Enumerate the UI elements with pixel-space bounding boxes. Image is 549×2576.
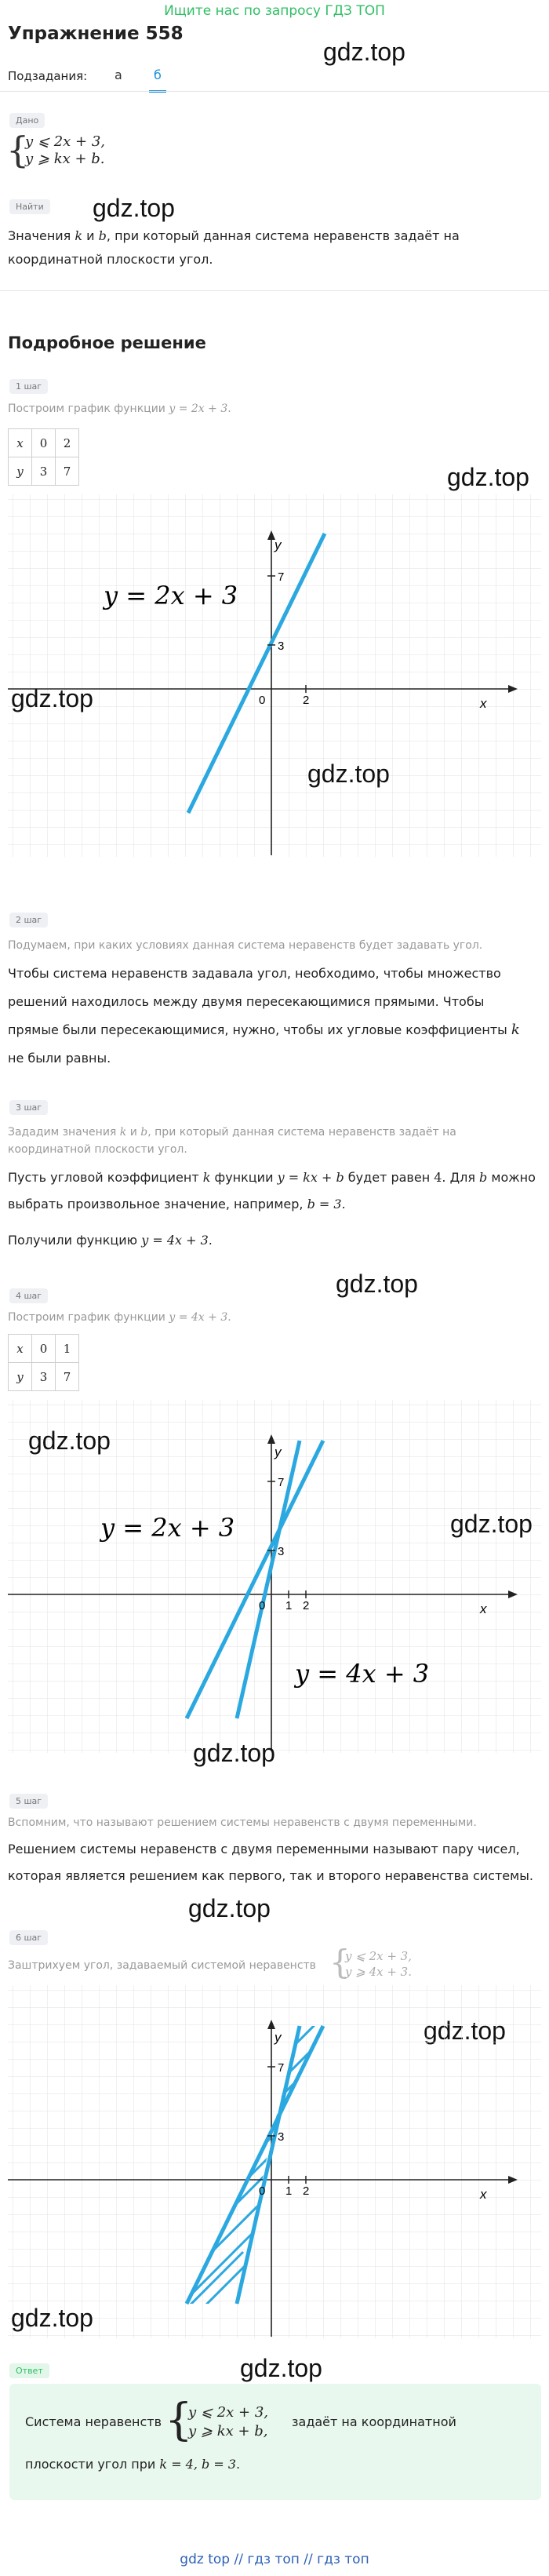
tick-1: 1	[285, 2184, 293, 2198]
step1-text: Построим график функции y = 2x + 3.	[8, 403, 231, 415]
watermark: gdz.top	[307, 760, 390, 788]
answer-brace: {	[165, 2395, 193, 2446]
graph-1	[8, 494, 541, 857]
find-pill: Найти	[9, 199, 50, 214]
divider	[0, 290, 549, 291]
tick-3: 3	[278, 2130, 285, 2144]
step6-ineq-2: y ⩾ 4x + 3.	[345, 1965, 412, 1979]
solution-title: Подробное решение	[8, 333, 206, 352]
equation-label-2: y = 4x + 3	[295, 1659, 430, 1689]
watermark: gdz.top	[450, 1510, 533, 1538]
step5-grey: Вспомним, что называют решением системы неравенств с двумя переменными.	[8, 1816, 477, 1829]
step2-line-1: Чтобы система неравенств задавала угол, необходимо, чтобы множество	[8, 966, 501, 981]
step3-line-2: выбрать произвольное значение, например, b = 3.	[8, 1197, 346, 1211]
y-axis-label: y	[274, 537, 282, 552]
find-text-1: Значения k и b, при который данная система неравенств задаёт на	[8, 228, 460, 243]
tick-1: 1	[285, 1599, 293, 1612]
answer-ineq-2: y ⩾ kx + b,	[188, 2423, 268, 2439]
step3-pill: 3 шаг	[9, 1100, 48, 1115]
watermark: gdz.top	[240, 2354, 322, 2382]
tick-7: 7	[278, 1476, 285, 1489]
answer-post: задаёт на координатной	[292, 2414, 456, 2429]
step3-grey-2: координатной плоскости угол.	[8, 1143, 187, 1156]
origin-label: 0	[259, 1599, 266, 1612]
footer-links[interactable]: gdz top // гдз топ // гдз топ	[180, 2552, 369, 2567]
tab-b[interactable]: б	[149, 67, 166, 93]
y-axis-label: y	[274, 1445, 282, 1459]
step1-pill: 1 шаг	[9, 379, 48, 394]
step2-line-3: прямые были пересекающимися, нужно, чтобы их угловые коэффициенты k	[8, 1022, 520, 1038]
tab-a[interactable]: а	[115, 67, 122, 82]
watermark: gdz.top	[28, 1426, 111, 1455]
step2-line-4: не были равны.	[8, 1051, 111, 1066]
value-table-1: x 0 2 y 3 7	[8, 428, 79, 486]
answer-box	[9, 2384, 541, 2500]
origin-label: 0	[259, 2184, 266, 2198]
step3-grey-1: Зададим значения k и b, при который данная система неравенств задаёт на	[8, 1126, 456, 1139]
watermark: gdz.top	[93, 194, 175, 222]
tick-2: 2	[303, 1599, 310, 1612]
step4-text: Построим график функции y = 4x + 3.	[8, 1311, 231, 1324]
value-table-2: x 0 1 y 3 7	[8, 1334, 79, 1391]
watermark: gdz.top	[11, 2304, 93, 2332]
watermark: gdz.top	[188, 1894, 271, 1922]
watermark: gdz.top	[11, 684, 93, 712]
step3-line-3: Получили функцию y = 4x + 3.	[8, 1233, 213, 1248]
step6-text: Заштрихуем угол, задаваемый системой неравенств	[8, 1959, 316, 1972]
watermark: gdz.top	[193, 1739, 275, 1767]
given-pill: Дано	[9, 113, 45, 128]
tick-7: 7	[278, 570, 285, 584]
top-link[interactable]: Ищите нас по запросу ГДЗ ТОП	[164, 3, 385, 19]
step5-line-1: Решением системы неравенств с двумя переменными называют пару чисел,	[8, 1842, 520, 1856]
step5-pill: 5 шаг	[9, 1794, 48, 1809]
x-axis-label: x	[480, 696, 487, 711]
origin-label: 0	[259, 694, 266, 707]
equation-label-1: y = 2x + 3	[104, 581, 238, 610]
step6-ineq-1: y ⩽ 2x + 3,	[345, 1949, 412, 1963]
tick-2: 2	[303, 2184, 310, 2198]
tick-3: 3	[278, 639, 285, 653]
step3-line-1: Пусть угловой коэффициент k функции y = kx + b будет равен 4. Для b можно	[8, 1170, 536, 1185]
find-text-2: координатной плоскости угол.	[8, 252, 213, 267]
page-title: Упражнение 558	[8, 24, 184, 44]
step2-pill: 2 шаг	[9, 913, 48, 927]
answer-line-2: плоскости угол при k = 4, b = 3.	[25, 2457, 241, 2472]
step2-line-2: решений находилось между двумя пересекающимися прямыми. Чтобы	[8, 994, 485, 1009]
step4-pill: 4 шаг	[9, 1288, 48, 1303]
subtasks-label: Подзадания:	[8, 69, 88, 83]
given-ineq-1: y ⩽ 2x + 3,	[25, 133, 105, 150]
x-axis-label: x	[480, 1601, 487, 1616]
watermark: gdz.top	[447, 463, 529, 491]
y-axis-label: y	[274, 2030, 282, 2045]
x-axis-label: x	[480, 2187, 487, 2202]
answer-pre: Система неравенств	[25, 2414, 162, 2429]
divider	[0, 91, 549, 92]
tick-7: 7	[278, 2061, 285, 2075]
answer-pill: Ответ	[9, 2363, 49, 2378]
watermark: gdz.top	[336, 1270, 418, 1298]
tick-2: 2	[303, 694, 310, 707]
answer-ineq-1: y ⩽ 2x + 3,	[188, 2404, 268, 2421]
step6-pill: 6 шаг	[9, 1930, 48, 1945]
watermark: gdz.top	[323, 38, 405, 66]
given-ineq-2: y ⩾ kx + b.	[25, 151, 105, 167]
equation-label-1: y = 2x + 3	[100, 1513, 235, 1543]
step2-grey: Подумаем, при каких условиях данная система неравенств будет задавать угол.	[8, 939, 483, 952]
tick-3: 3	[278, 1545, 285, 1558]
step5-line-2: которая является решением как первого, так и второго неравенства системы.	[8, 1868, 533, 1883]
graph-3	[8, 1985, 541, 2338]
